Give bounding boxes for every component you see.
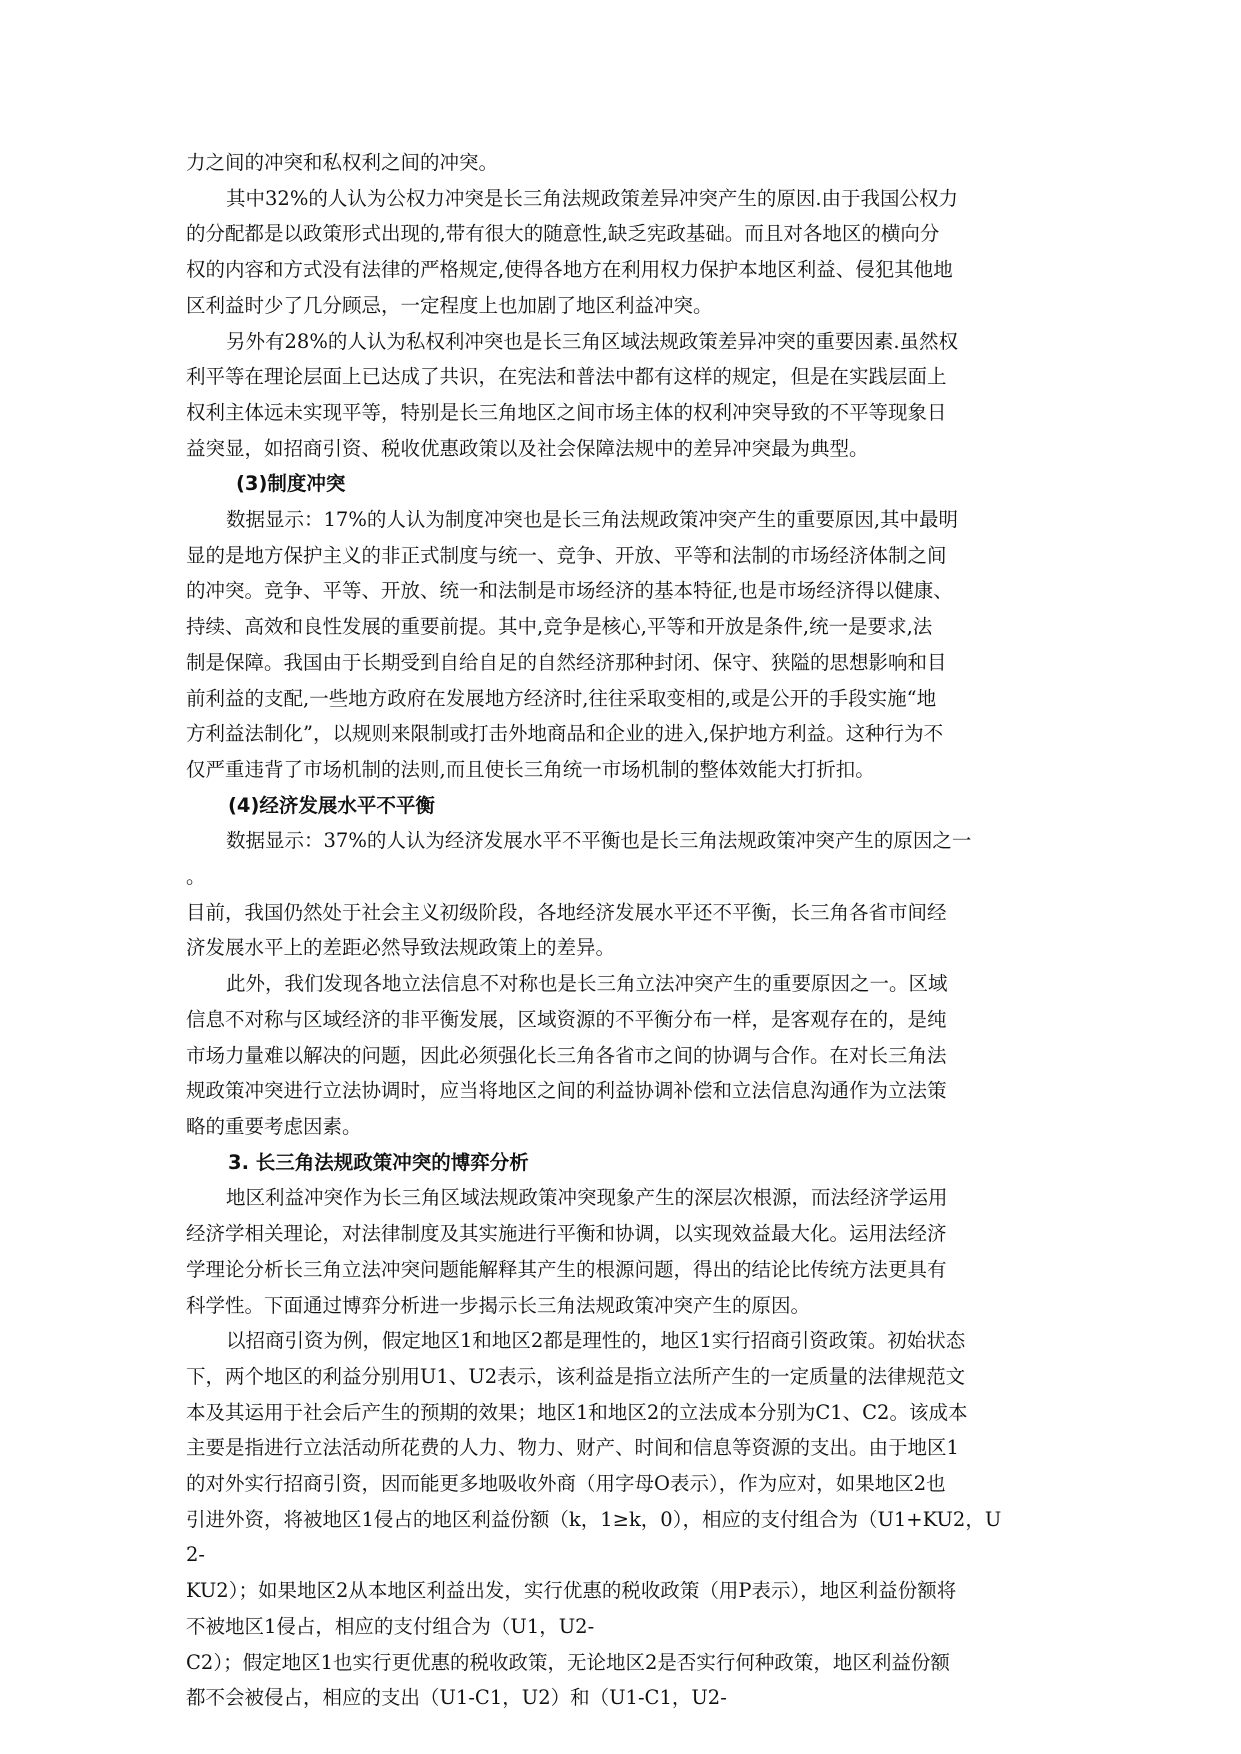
text-line: 利平等在理论层面上已达成了共识，在宪法和普法中都有这样的规定，但是在实践层面上 (186, 365, 947, 389)
text-line: 数据显示：17%的人认为制度冲突也是长三角法规政策冲突产生的重要原因,其中最明 (226, 508, 959, 532)
text-line: 不被地区1侵占，相应的支付组合为（U1，U2- (186, 1614, 595, 1638)
text-line: 引进外资，将被地区1侵占的地区利益份额（k，1≥k，0），相应的支付组合为（U1+KU2，U (186, 1507, 1002, 1531)
text-line: 权的内容和方式没有法律的严格规定,使得各地方在利用权力保护本地区利益、侵犯其他地 (186, 258, 953, 282)
text-line: 权利主体远未实现平等，特别是长三角地区之间市场主体的权利冲突导致的不平等现象日 (186, 400, 947, 424)
section-heading: 3. 长三角法规政策冲突的博弈分析 (228, 1150, 529, 1174)
text-line: 下，两个地区的利益分别用U1、U2表示，该利益是指立法所产生的一定质量的法律规范文 (186, 1364, 966, 1388)
text-line: 以招商引资为例，假定地区1和地区2都是理性的，地区1实行招商引资政策。初始状态 (226, 1329, 966, 1353)
text-line: 另外有28%的人认为私权利冲突也是长三角区域法规政策差异冲突的重要因素.虽然权 (226, 329, 959, 353)
text-line: 市场力量难以解决的问题，因此必须强化长三角各省市之间的协调与合作。在对长三角法 (186, 1043, 947, 1067)
text-line: 方利益法制化”，以规则来限制或打击外地商品和企业的进入,保护地方利益。这种行为不 (186, 722, 944, 746)
text-line: 显的是地方保护主义的非正式制度与统一、竞争、开放、平等和法制的市场经济体制之间 (186, 543, 947, 567)
text-line: 本及其运用于社会后产生的预期的效果；地区1和地区2的立法成本分别为C1、C2。该成本 (186, 1400, 968, 1424)
text-line: 2- (186, 1543, 205, 1567)
text-line: 信息不对称与区域经济的非平衡发展，区域资源的不平衡分布一样，是客观存在的，是纯 (186, 1007, 947, 1031)
document-page (186, 145, 1061, 1716)
text-line: 此外，我们发现各地立法信息不对称也是长三角立法冲突产生的重要原因之一。区域 (226, 972, 948, 996)
text-line: 。 (186, 865, 206, 889)
text-line: 益突显，如招商引资、税收优惠政策以及社会保障法规中的差异冲突最为典型。 (186, 436, 869, 460)
text-line: KU2）；如果地区2从本地区利益出发，实行优惠的税收政策（用P表示），地区利益份额将 (186, 1579, 957, 1603)
text-line: 学理论分析长三角立法冲突问题能解释其产生的根源问题，得出的结论比传统方法更具有 (186, 1257, 947, 1281)
text-line: 仅严重违背了市场机制的法则,而且使长三角统一市场机制的整体效能大打折扣。 (186, 757, 875, 781)
text-line: C2）；假定地区1也实行更优惠的税收政策，无论地区2是否实行何种政策，地区利益份额 (186, 1650, 950, 1674)
text-line: 的对外实行招商引资，因而能更多地吸收外商（用字母O表示），作为应对，如果地区2也 (186, 1472, 946, 1496)
section-heading: (4)经济发展水平不平衡 (228, 793, 435, 817)
text-line: 略的重要考虑因素。 (186, 1114, 362, 1138)
text-line: 的分配都是以政策形式出现的,带有很大的随意性,缺乏宪政基础。而且对各地区的横向分 (186, 222, 940, 246)
text-line: 其中32%的人认为公权力冲突是长三角法规政策差异冲突产生的原因.由于我国公权力 (226, 186, 959, 210)
text-line: 目前，我国仍然处于社会主义初级阶段，各地经济发展水平还不平衡，长三角各省市间经 (186, 900, 947, 924)
text-line: 区利益时少了几分顾忌，一定程度上也加剧了地区利益冲突。 (186, 293, 713, 317)
text-line: 制是保障。我国由于长期受到自给自足的自然经济那种封闭、保守、狭隘的思想影响和目 (186, 650, 947, 674)
text-line: 都不会被侵占，相应的支出（U1-C1，U2）和（U1-C1，U2- (186, 1686, 727, 1710)
text-line: 规政策冲突进行立法协调时，应当将地区之间的利益协调补偿和立法信息沟通作为立法策 (186, 1079, 947, 1103)
text-line: 力之间的冲突和私权利之间的冲突。 (186, 151, 499, 174)
text-line: 持续、高效和良性发展的重要前提。其中,竞争是核心,平等和开放是条件,统一是要求,法 (186, 615, 933, 639)
text-line: 济发展水平上的差距必然导致法规政策上的差异。 (186, 936, 616, 960)
section-heading: (3)制度冲突 (236, 472, 346, 496)
text-line: 的冲突。竞争、平等、开放、统一和法制是市场经济的基本特征,也是市场经济得以健康、 (186, 579, 953, 603)
text-line: 经济学相关理论，对法律制度及其实施进行平衡和协调，以实现效益最大化。运用法经济 (186, 1222, 947, 1246)
text-line: 前利益的支配,一些地方政府在发展地方经济时,往往采取变相的,或是公开的手段实施“地 (186, 686, 937, 710)
text-line: 数据显示：37%的人认为经济发展水平不平衡也是长三角法规政策冲突产生的原因之一 (226, 829, 972, 853)
text-line: 主要是指进行立法活动所花费的人力、物力、财产、时间和信息等资源的支出。由于地区1 (186, 1436, 959, 1460)
text-line: 地区利益冲突作为长三角区域法规政策冲突现象产生的深层次根源，而法经济学运用 (226, 1186, 948, 1210)
text-line: 科学性。下面通过博弈分析进一步揭示长三角法规政策冲突产生的原因。 (186, 1293, 811, 1317)
